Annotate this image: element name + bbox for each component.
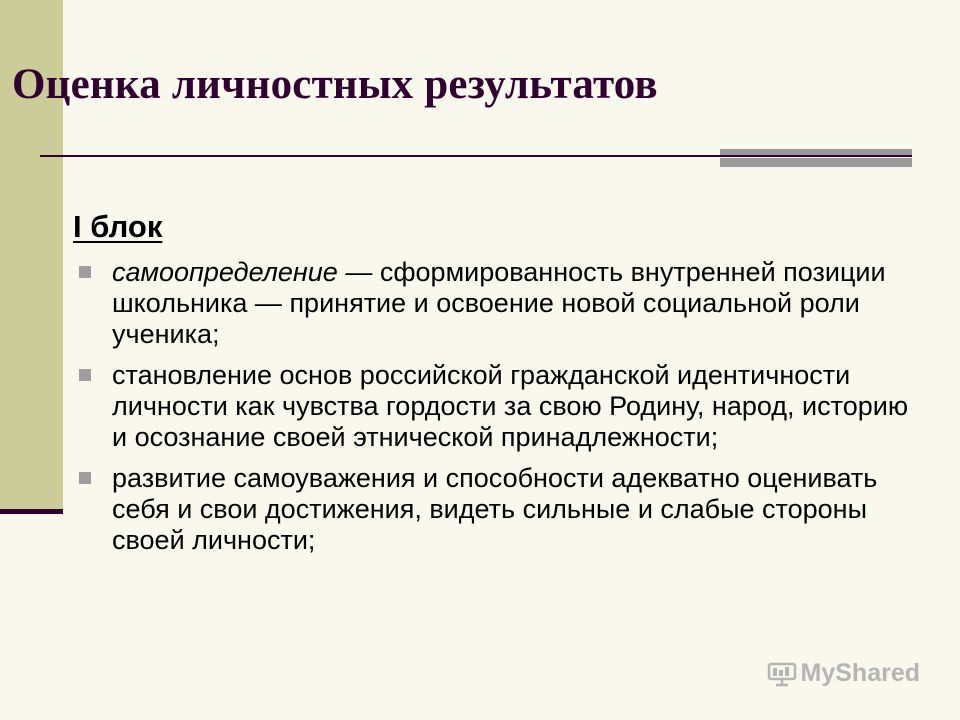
square-bullet-icon xyxy=(79,369,91,381)
square-bullet-icon xyxy=(79,472,91,484)
bullet-text: развитие самоуважения и способности адекватно оценивать себя и свои достижения, видеть сильные и слабые стороны своей личности; xyxy=(112,463,878,555)
presentation-board-icon xyxy=(767,661,797,687)
side-stripe-rule xyxy=(0,509,63,514)
bullet-text: становление основ российской гражданской идентичности личности как чувства гордости за свою Родину, народ, историю и осознание своей этнической принадлежности; xyxy=(112,360,909,452)
bullet-item xyxy=(75,257,915,350)
bullet-item xyxy=(75,463,915,556)
title-underline xyxy=(40,155,912,157)
title-accent-bar-lower xyxy=(720,158,912,167)
bullet-list xyxy=(75,257,915,566)
bullet-text: — сформированность внутренней позиции школьника — принятие и освоение новой социальной роли ученика; xyxy=(112,257,886,349)
block-heading: I блок xyxy=(73,209,163,244)
watermark-logo xyxy=(767,659,920,688)
bullet-term: самоопределение xyxy=(112,257,338,287)
square-bullet-icon xyxy=(79,266,91,278)
watermark-text: MyShared xyxy=(800,659,920,687)
slide-title: Оценка личностных результатов xyxy=(12,61,658,108)
bullet-item xyxy=(75,360,915,453)
